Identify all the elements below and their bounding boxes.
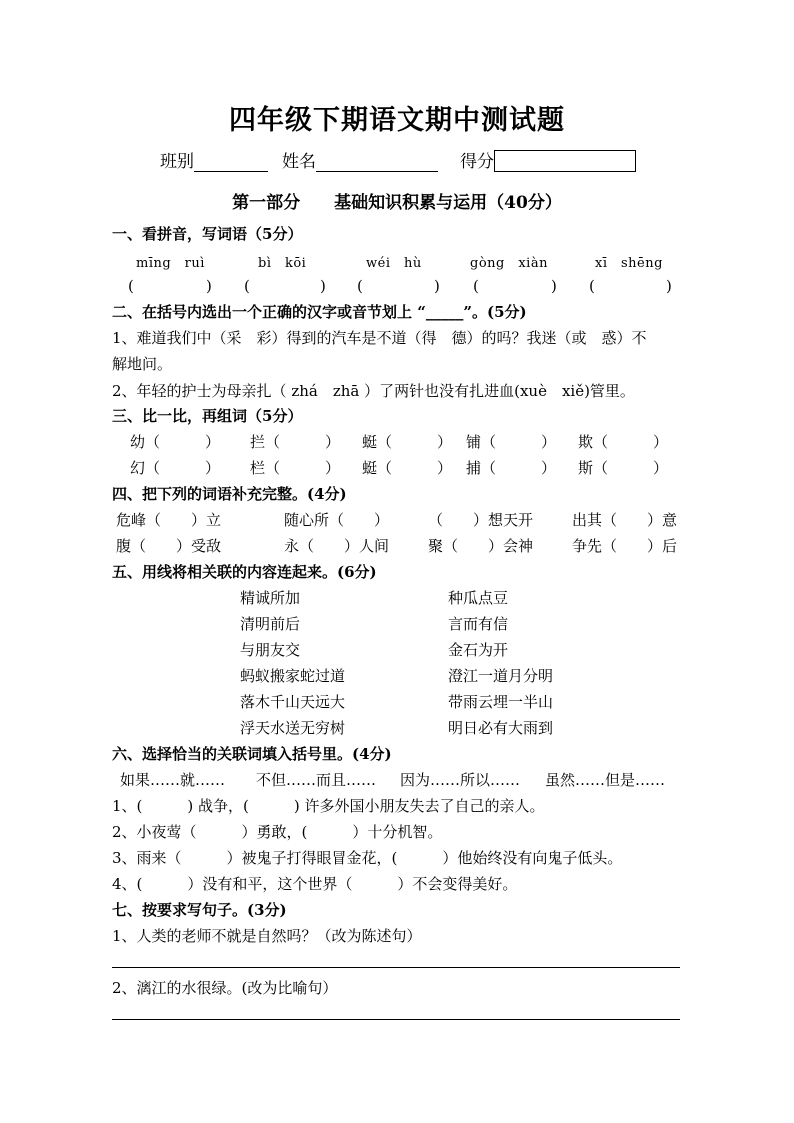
s6-question-1: 1、( ) 战争，( ) 许多外国小朋友失去了自己的亲人。 (112, 797, 545, 815)
class-label: 班别 (160, 152, 194, 172)
idiom-item: 腹（ ）受敌 (116, 537, 222, 555)
s6-question-2: 2、小夜莺（ ）勇敢，( ）十分机智。 (112, 823, 443, 841)
section-7-heading: 七、按要求写句子。(3分) (112, 901, 287, 919)
s7-question-2: 2、漓江的水很绿。(改为比喻句） (112, 979, 338, 997)
name-blank[interactable] (316, 153, 438, 172)
answer-line[interactable] (112, 1019, 680, 1020)
section-4-heading: 四、把下列的词语补充完整。(4分) (112, 485, 347, 503)
conjunction-option: 因为……所以…… (400, 771, 521, 789)
answer-bracket-open: ( (357, 277, 363, 295)
name-label: 姓名 (282, 152, 316, 172)
conjunction-option: 如果……就…… (120, 771, 226, 789)
conjunction-option: 不但……而且…… (256, 771, 377, 789)
answer-bracket-close: ) (320, 277, 326, 295)
match-left-item[interactable]: 清明前后 (240, 615, 301, 633)
compare-word: 栏（ ） (250, 459, 341, 477)
compare-word: 蜓（ ） (362, 433, 453, 451)
idiom-item: （ ）想天开 (428, 511, 534, 529)
name-field (282, 147, 438, 172)
s2-question-1-cont: 解地问。 (112, 355, 173, 373)
s2-question-2: 2、年轻的护士为母亲扎（ zhá zhā ）了两针也没有扎进血(xuè xiě)管里。 (112, 382, 635, 400)
match-right-item[interactable]: 明日必有大雨到 (448, 719, 554, 737)
score-label: 得分 (460, 152, 494, 172)
answer-bracket-close: ) (666, 277, 672, 295)
conjunction-option: 虽然……但是…… (545, 771, 666, 789)
match-left-item[interactable]: 精诚所加 (240, 589, 301, 607)
pinyin-3: wéi hù (366, 256, 422, 271)
answer-bracket-open: ( (244, 277, 250, 295)
compare-word: 欺（ ） (578, 433, 669, 451)
match-right-item[interactable]: 带雨云埋一半山 (448, 693, 554, 711)
match-left-item[interactable]: 与朋友交 (240, 641, 301, 659)
section-6-heading: 六、选择恰当的关联词填入括号里。(4分) (112, 745, 392, 763)
s6-question-4: 4、( ）没有和平，这个世界（ ）不会变得美好。 (112, 875, 518, 893)
match-left-item[interactable]: 落木千山天远大 (240, 693, 346, 711)
idiom-item: 聚（ ）会神 (428, 537, 534, 555)
answer-bracket-open: ( (128, 277, 134, 295)
match-left-item[interactable]: 蚂蚁搬家蛇过道 (240, 667, 346, 685)
part-one-heading: 第一部分 基础知识积累与运用（40分） (232, 193, 562, 213)
section-1-heading: 一、看拼音，写词语（5分） (112, 225, 303, 243)
pinyin-1: mīng ruì (136, 256, 205, 271)
class-field (160, 147, 268, 172)
pinyin-5: xī shēng (595, 256, 663, 271)
match-right-item[interactable]: 种瓜点豆 (448, 589, 509, 607)
compare-word: 幼（ ） (130, 433, 221, 451)
s2-question-1: 1、难道我们中（采 彩）得到的汽车是不道（得 德）的吗？我迷（或 惑）不 (112, 329, 647, 347)
section-5-heading: 五、用线将相关联的内容连起来。(6分) (112, 563, 377, 581)
score-box[interactable] (494, 150, 636, 172)
s7-question-1: 1、人类的老师不就是自然吗？（改为陈述句） (112, 927, 422, 945)
pinyin-4: gòng xiàn (470, 256, 548, 271)
compare-word: 蜓（ ） (362, 459, 453, 477)
answer-bracket-close: ) (434, 277, 440, 295)
answer-bracket-close: ) (206, 277, 212, 295)
score-field (460, 147, 636, 172)
match-right-item[interactable]: 澄江一道月分明 (448, 667, 554, 685)
compare-word: 铺（ ） (466, 433, 557, 451)
answer-line[interactable] (112, 967, 680, 968)
section-3-heading: 三、比一比，再组词（5分） (112, 407, 303, 425)
page-title: 四年级下期语文期中测试题 (229, 105, 565, 136)
s6-question-3: 3、雨来（ ）被鬼子打得眼冒金花，( ）他始终没有向鬼子低头。 (112, 849, 623, 867)
compare-word: 斯（ ） (578, 459, 669, 477)
idiom-item: 危峰（ ）立 (116, 511, 222, 529)
compare-word: 捕（ ） (466, 459, 557, 477)
answer-bracket-open: ( (473, 277, 479, 295)
section-2-heading: 二、在括号内选出一个正确的汉字或音节划上 “_____”。(5分) (112, 303, 527, 321)
idiom-item: 出其（ ）意 (572, 511, 678, 529)
idiom-item: 永（ ）人间 (284, 537, 390, 555)
answer-bracket-open: ( (589, 277, 595, 295)
pinyin-2: bì kōi (258, 256, 307, 271)
match-right-item[interactable]: 言而有信 (448, 615, 509, 633)
compare-word: 幻（ ） (130, 459, 221, 477)
class-blank[interactable] (194, 153, 268, 172)
compare-word: 拦（ ） (250, 433, 341, 451)
match-left-item[interactable]: 浮天水送无穷树 (240, 719, 346, 737)
idiom-item: 争先（ ）后 (572, 537, 678, 555)
match-right-item[interactable]: 金石为开 (448, 641, 509, 659)
answer-bracket-close: ) (551, 277, 557, 295)
idiom-item: 随心所（ ） (284, 511, 390, 529)
